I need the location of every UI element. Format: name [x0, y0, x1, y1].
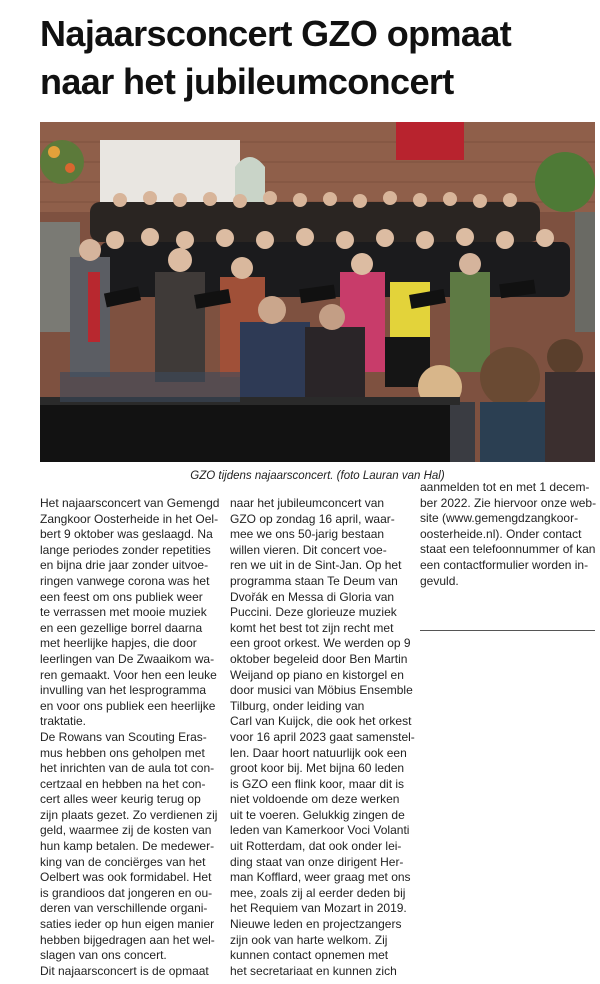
text-line: en bijna drie jaar zonder uitvoe- [40, 558, 209, 573]
text-line: deren van verschillende organi- [40, 901, 208, 916]
headline-line-2: naar het jubileumconcert [40, 61, 454, 102]
text-line: invulling van het lesprogramma [40, 683, 207, 698]
article-column-1 [40, 496, 218, 979]
text-line: het secretariaat en kunnen zich [230, 963, 397, 978]
text-line: saties ieder op hun eigen manier [40, 917, 215, 932]
text-line: cert alles weer keurig terug op [40, 792, 201, 807]
article-column-3 [420, 480, 598, 589]
text-line: zijn ook van harte welkom. Zij [230, 932, 388, 947]
text-line: certzaal en hebben na het con- [40, 776, 206, 791]
text-line: gevuld. [420, 573, 459, 588]
text-line: is grandioos dat jongeren en ou- [40, 885, 213, 900]
text-line: voor 16 april 2023 gaat samenstel- [230, 729, 415, 744]
text-line: ber 2022. Zie hiervoor onze web- [420, 495, 597, 510]
article-headline [40, 10, 595, 106]
text-line: met heerlijke hapjes, die door [40, 636, 197, 651]
text-line: hun kamp betalen. De medewer- [40, 839, 215, 854]
text-line: hebben bijgedragen aan het wel- [40, 932, 215, 947]
text-line: Nieuwe leden en projectzangers [230, 917, 402, 932]
text-line: mee we ons 50-jarig bestaan [230, 527, 385, 542]
text-line: een feest om ons publiek weer [40, 589, 203, 604]
text-line: Tilburg, onder leiding van [230, 698, 365, 713]
text-line: site (www.gemengdzangkoor- [420, 511, 579, 526]
text-line: uit Rotterdam, dat ook onder lei- [230, 839, 402, 854]
text-line: ren we uit in de Sint-Jan. Op het [230, 558, 402, 573]
column-3-text [420, 480, 598, 589]
text-line: naar het jubileumconcert van [230, 496, 385, 510]
text-line: Puccini. Deze glorieuze muziek [230, 605, 397, 620]
article-column-2 [230, 496, 415, 979]
text-line: leden van Kamerkoor Voci Volanti [230, 823, 410, 838]
choir-photo-illustration [40, 122, 595, 462]
text-line: slagen van ons concert. [40, 948, 167, 963]
text-line: is GZO een flink koor, maar dit is [230, 776, 405, 791]
text-line: groot koor bij. Met bijna 60 leden [230, 761, 405, 776]
text-line: uit te voeren. Gelukkig zingen de [230, 807, 405, 822]
column-2-text [230, 496, 415, 979]
text-line: mus hebben ons geholpen met [40, 745, 205, 760]
text-line: Carl van Kuijck, die ook het orkest [230, 714, 412, 729]
text-line: man Kofflard, weer graag met ons [230, 870, 411, 885]
text-line: leerlingen van De Zwaaikom wa- [40, 651, 215, 666]
text-line: len. Daar hoort natuurlijk ook een [230, 745, 407, 760]
text-line: Het najaarsconcert van Gemengd [40, 496, 220, 510]
text-line: lange periodes zonder repetities [40, 542, 211, 557]
text-line: het inrichten van de aula tot con- [40, 761, 215, 776]
text-line: programma staan Te Deum van [230, 573, 398, 588]
text-line: ringen vanwege corona was het [40, 573, 210, 588]
text-line: staat een telefoonnummer of kan [420, 542, 596, 557]
text-line: en voor ons publiek een heerlijke [40, 698, 216, 713]
text-line: De Rowans van Scouting Eras- [40, 729, 207, 744]
text-line: Dit najaarsconcert is de opmaat [40, 963, 209, 978]
text-line: zijn plaats gezet. Zo verdienen zij [40, 807, 218, 822]
text-line: ding staat van onze dirigent Her- [230, 854, 404, 869]
text-line: traktatie. [40, 714, 87, 729]
text-line: niet voldoende om deze werken [230, 792, 400, 807]
headline-line-1: Najaarsconcert GZO opmaat [40, 13, 512, 54]
text-line: oosterheide.nl). Onder contact [420, 526, 582, 541]
column-1-text [40, 496, 218, 979]
text-line: GZO op zondag 16 april, waar- [230, 511, 395, 526]
text-line: mee, zoals zij al eerder deden bij [230, 885, 406, 900]
choir-concert-photo [40, 122, 595, 462]
text-line: ren gemaakt. Voor hen een leuke [40, 667, 217, 682]
text-line: Zangkoor Oosterheide in het Oel- [40, 511, 219, 526]
text-line: Oelbert was ook formidabel. Het [40, 870, 212, 885]
text-line: te verrassen met mooie muziek [40, 605, 207, 620]
text-line: een groot orkest. We werden op 9 [230, 636, 411, 651]
text-line: Dvořák en Messa di Gloria van [230, 589, 395, 604]
text-line: komt het best tot zijn recht met [230, 620, 394, 635]
text-line: het Requiem van Mozart in 2019. [230, 901, 407, 916]
text-line: bert 9 oktober was geslaagd. Na [40, 527, 213, 542]
text-line: kunnen contact opnemen met [230, 948, 389, 963]
text-line: aanmelden tot en met 1 decem- [420, 480, 590, 494]
photo-caption: GZO tijdens najaarsconcert. (foto Lauran van Hal) [190, 470, 445, 482]
text-line: oktober begeleid door Ben Martin [230, 651, 408, 666]
text-line: een contactformulier worden in- [420, 557, 589, 572]
text-line: geld, waarmee zij de kosten van [40, 823, 212, 838]
column-divider-rule [420, 630, 595, 631]
text-line: en een gezellige borrel daarna [40, 620, 203, 635]
text-line: Weijand op piano en kistorgel en [230, 667, 404, 682]
text-line: door musici van Möbius Ensemble [230, 683, 413, 698]
text-line: king van de conciërges van het [40, 854, 206, 869]
text-line: willen vieren. Dit concert voe- [230, 542, 387, 557]
